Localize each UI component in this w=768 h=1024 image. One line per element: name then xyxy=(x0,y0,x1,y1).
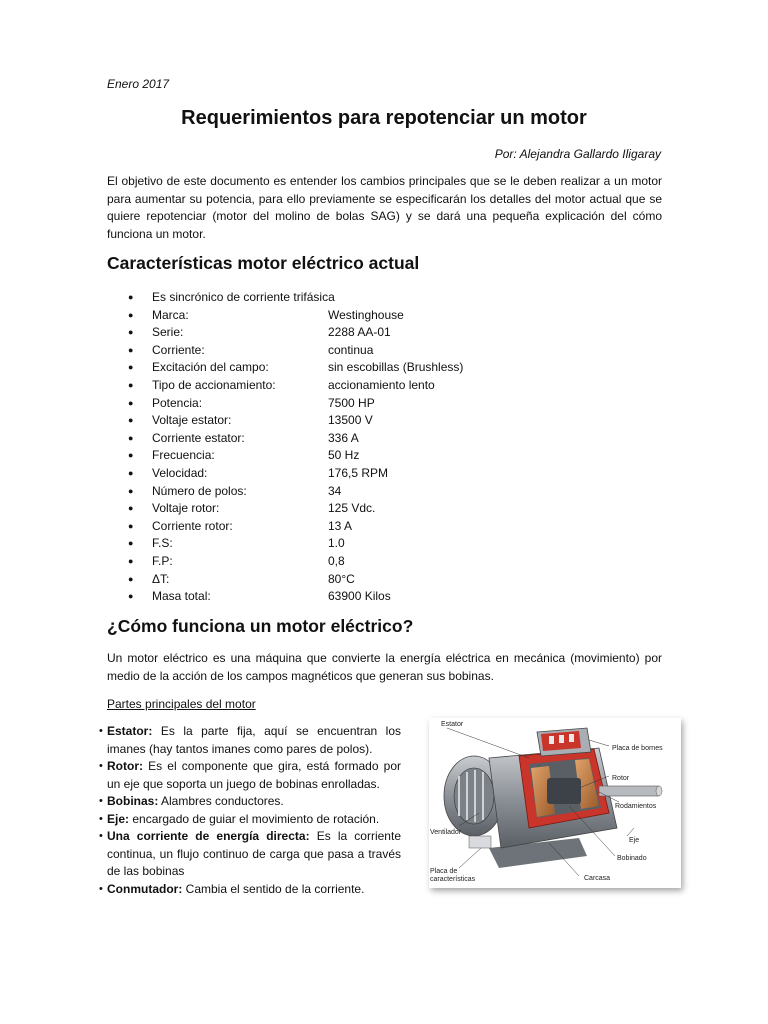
spec-item xyxy=(128,518,463,536)
spec-item xyxy=(128,500,463,518)
bullet-icon: ● xyxy=(128,397,134,408)
spec-item xyxy=(128,342,463,360)
spec-value: 50 Hz xyxy=(328,448,360,463)
bullet-icon: • xyxy=(99,812,103,825)
spec-label: Corriente rotor: xyxy=(152,518,233,533)
document-author: Por: Alejandra Gallardo Iligaray xyxy=(494,147,661,161)
motor-illustration xyxy=(429,718,681,888)
spec-label: Voltaje rotor: xyxy=(152,501,220,516)
spec-value: 125 Vdc. xyxy=(328,501,376,516)
spec-item xyxy=(128,571,463,589)
bullet-icon: • xyxy=(99,725,103,737)
spec-item xyxy=(128,430,463,448)
bullet-icon: • xyxy=(99,830,103,842)
bullet-icon: ● xyxy=(128,309,134,320)
spec-value: 0,8 xyxy=(328,553,345,568)
bullet-icon: ● xyxy=(128,555,134,566)
spec-label: Masa total: xyxy=(152,589,211,604)
spec-item xyxy=(128,412,463,430)
part-term: Una corriente de energía directa: xyxy=(107,829,310,843)
spec-item xyxy=(128,289,463,307)
bullet-icon: ● xyxy=(128,573,134,584)
part-description: Alambres conductores. xyxy=(158,794,284,808)
spec-value: 13 A xyxy=(328,518,353,533)
bullet-icon: ● xyxy=(128,344,134,355)
spec-value: 176,5 RPM xyxy=(328,465,389,480)
part-term: Bobinas: xyxy=(107,794,159,808)
label-placa-caracteristicas-1: Placa de xyxy=(430,868,458,875)
label-rodamientos: Rodamientos xyxy=(615,803,657,810)
spec-label: Voltaje estator: xyxy=(152,413,232,428)
bullet-icon: ● xyxy=(128,432,134,443)
spec-item xyxy=(128,324,463,342)
spec-label: Velocidad: xyxy=(152,465,208,480)
spec-value: continua xyxy=(328,342,374,357)
spec-value: 336 A xyxy=(328,430,359,445)
bullet-icon: ● xyxy=(128,591,134,602)
label-eje: Eje xyxy=(629,837,640,844)
bullet-icon: ● xyxy=(128,450,134,461)
motor-cutaway-figure xyxy=(429,718,681,888)
part-item xyxy=(99,793,401,811)
spec-value: sin escobillas (Brushless) xyxy=(328,360,464,375)
part-description: Es la corriente continua, un flujo continuo de carga que pasa a través de las bobinas xyxy=(107,829,401,878)
part-term: Estator: xyxy=(107,724,153,738)
spec-item xyxy=(128,588,463,606)
spec-item xyxy=(128,395,463,413)
label-ventilador: Ventilador xyxy=(430,829,462,836)
part-item xyxy=(99,723,401,758)
bullet-icon: • xyxy=(99,760,103,772)
bullet-icon: ● xyxy=(128,292,134,302)
bullet-icon: ● xyxy=(128,327,134,338)
spec-label: Número de polos: xyxy=(152,483,247,498)
spec-item xyxy=(128,359,463,377)
spec-value: 63900 Kilos xyxy=(328,589,391,604)
spec-label: Tipo de accionamiento: xyxy=(152,377,276,392)
document-date: Enero 2017 xyxy=(107,77,170,91)
part-description: Es la parte fija, aquí se encuentran los imanes (hay tantos imanes como pares de polos). xyxy=(107,724,401,756)
bullet-icon: ● xyxy=(128,503,134,514)
part-item xyxy=(99,828,401,881)
part-description: Cambia el sentido de la corriente. xyxy=(182,881,365,896)
document-title: Requerimientos para repotenciar un motor xyxy=(181,107,587,129)
spec-label: F.S: xyxy=(152,536,173,551)
spec-value: 2288 AA-01 xyxy=(328,325,391,340)
bullet-icon: ● xyxy=(128,362,134,373)
spec-item xyxy=(128,465,463,483)
spec-label: F.P: xyxy=(152,553,173,568)
spec-item xyxy=(128,447,463,465)
label-bobinado: Bobinado xyxy=(617,855,647,862)
spec-item xyxy=(128,535,463,553)
spec-label: Serie: xyxy=(152,325,184,340)
label-carcasa: Carcasa xyxy=(584,875,611,882)
bullet-icon: • xyxy=(99,795,103,807)
part-description: encargado de guiar el movimiento de rotación. xyxy=(129,811,380,826)
part-term: Conmutador: xyxy=(107,881,183,896)
spec-item xyxy=(128,483,463,501)
spec-value: 13500 V xyxy=(328,413,373,428)
how-paragraph: Un motor eléctrico es una máquina que convierte la energía eléctrica en mecánica (movimiento) por medio de la acción de los campos magnéticos que generan sus bobinas. xyxy=(107,651,662,683)
spec-label: Es sincrónico de corriente trifásica xyxy=(152,290,335,304)
parts-list xyxy=(99,723,401,898)
spec-label: ΔT: xyxy=(152,571,170,586)
specs-list xyxy=(128,289,463,606)
bullet-icon: ● xyxy=(128,379,134,390)
spec-label: Corriente estator: xyxy=(152,430,245,445)
spec-label: Potencia: xyxy=(152,395,203,410)
spec-label: Frecuencia: xyxy=(152,448,215,463)
part-item xyxy=(99,758,401,793)
part-item xyxy=(99,881,401,899)
spec-value: Westinghouse xyxy=(328,307,404,322)
spec-label: Excitación del campo: xyxy=(152,360,269,375)
spec-value: 1.0 xyxy=(328,536,345,551)
label-rotor: Rotor xyxy=(612,775,630,782)
spec-value: 7500 HP xyxy=(328,395,375,410)
part-description: Es el componente que gira, está formado por un eje que soporta un juego de bobinas enrolladas. xyxy=(107,759,401,791)
specs-heading: Características motor eléctrico actual xyxy=(107,253,420,273)
intro-paragraph: El objetivo de este documento es entender los cambios principales que se le deben realizar a un motor para aumentar su potencia, para ello previamente se especificarán los detalles del motor actual que se quiere repotenciar (motor del molino de bolas SAG) y se dará una pequeña explicación del cómo funciona un motor. xyxy=(107,174,662,241)
spec-item xyxy=(128,377,463,395)
spec-value: accionamiento lento xyxy=(328,377,435,392)
part-term: Eje: xyxy=(107,811,130,826)
label-placa-bornes: Placa de bornes xyxy=(612,745,663,752)
spec-item xyxy=(128,553,463,571)
parts-heading: Partes principales del motor xyxy=(107,697,256,711)
how-heading: ¿Cómo funciona un motor eléctrico? xyxy=(107,616,414,636)
spec-value: 34 xyxy=(328,483,342,498)
label-estator: Estator xyxy=(441,721,464,728)
bullet-icon: ● xyxy=(128,485,134,496)
spec-item xyxy=(128,307,463,325)
bullet-icon: • xyxy=(99,882,103,895)
spec-label: Marca: xyxy=(152,307,189,322)
label-placa-caracteristicas-2: características xyxy=(430,876,476,883)
part-term: Rotor: xyxy=(107,759,143,773)
bullet-icon: ● xyxy=(128,520,134,531)
spec-value: 80°C xyxy=(328,571,355,586)
bullet-icon: ● xyxy=(128,467,134,478)
bullet-icon: ● xyxy=(128,415,134,426)
part-item xyxy=(99,811,401,829)
bullet-icon: ● xyxy=(128,538,134,549)
spec-label: Corriente: xyxy=(152,342,205,357)
